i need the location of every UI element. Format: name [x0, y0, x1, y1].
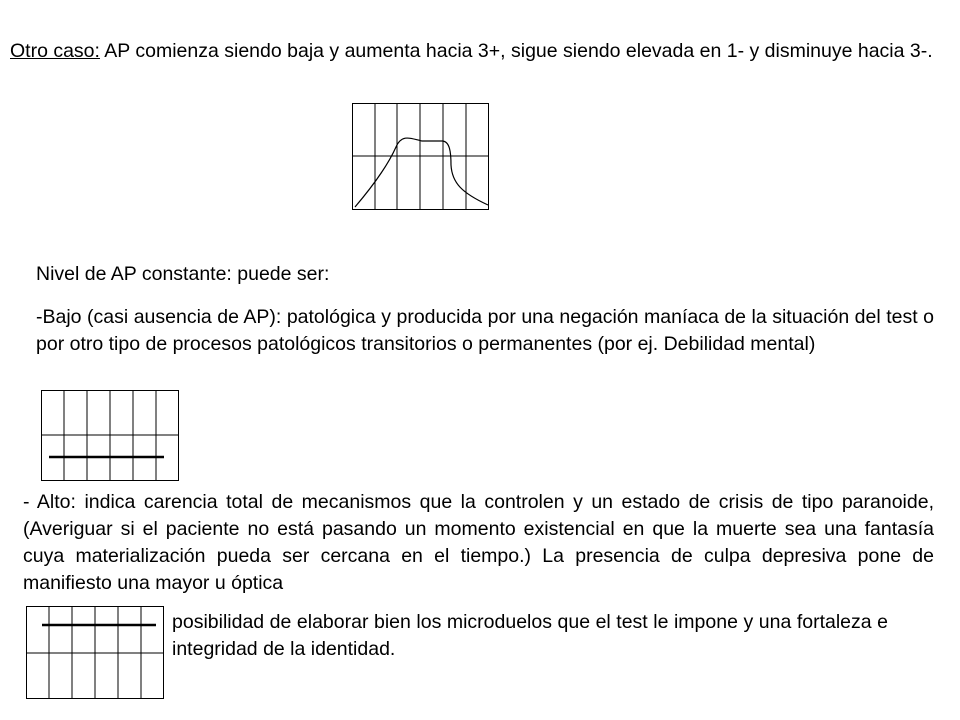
alto-continuation-paragraph: posibilidad de elaborar bien los microduelos que el test le impone y una fortaleza e integridad de la identidad.	[172, 611, 888, 660]
otro-caso-label: Otro caso:	[10, 40, 100, 62]
bajo-paragraph: -Bajo (casi ausencia de AP): patológica y producida por una negación maníaca de la situación del test o por otro tipo de procesos patológicos transitorios o permanentes (por ej. Debilidad mental)	[36, 306, 934, 355]
high-grid	[26, 606, 164, 699]
alto-paragraph: - Alto: indica carencia total de mecanismos que la controlen y un estado de crisis de tipo paranoide, (Averiguar si el paciente no está pasando un momento existencial en que la muerte sea una fantasía cuya materialización pueda ser cercana en el tiempo.) La presencia de culpa depresiva pone de manifiesto una mayor u óptica	[23, 491, 934, 594]
low-grid	[41, 390, 179, 481]
ap-low-diagram	[41, 390, 179, 481]
constante-heading: Nivel de AP constante: puede ser:	[36, 263, 330, 285]
ap-curve-diagram	[352, 103, 489, 210]
otro-caso-text: AP comienza siendo baja y aumenta hacia 3+, sigue siendo elevada en 1- y disminuye hacia 3-.	[99, 40, 933, 62]
ap-high-diagram	[26, 606, 164, 699]
otro-caso-paragraph	[10, 38, 934, 65]
